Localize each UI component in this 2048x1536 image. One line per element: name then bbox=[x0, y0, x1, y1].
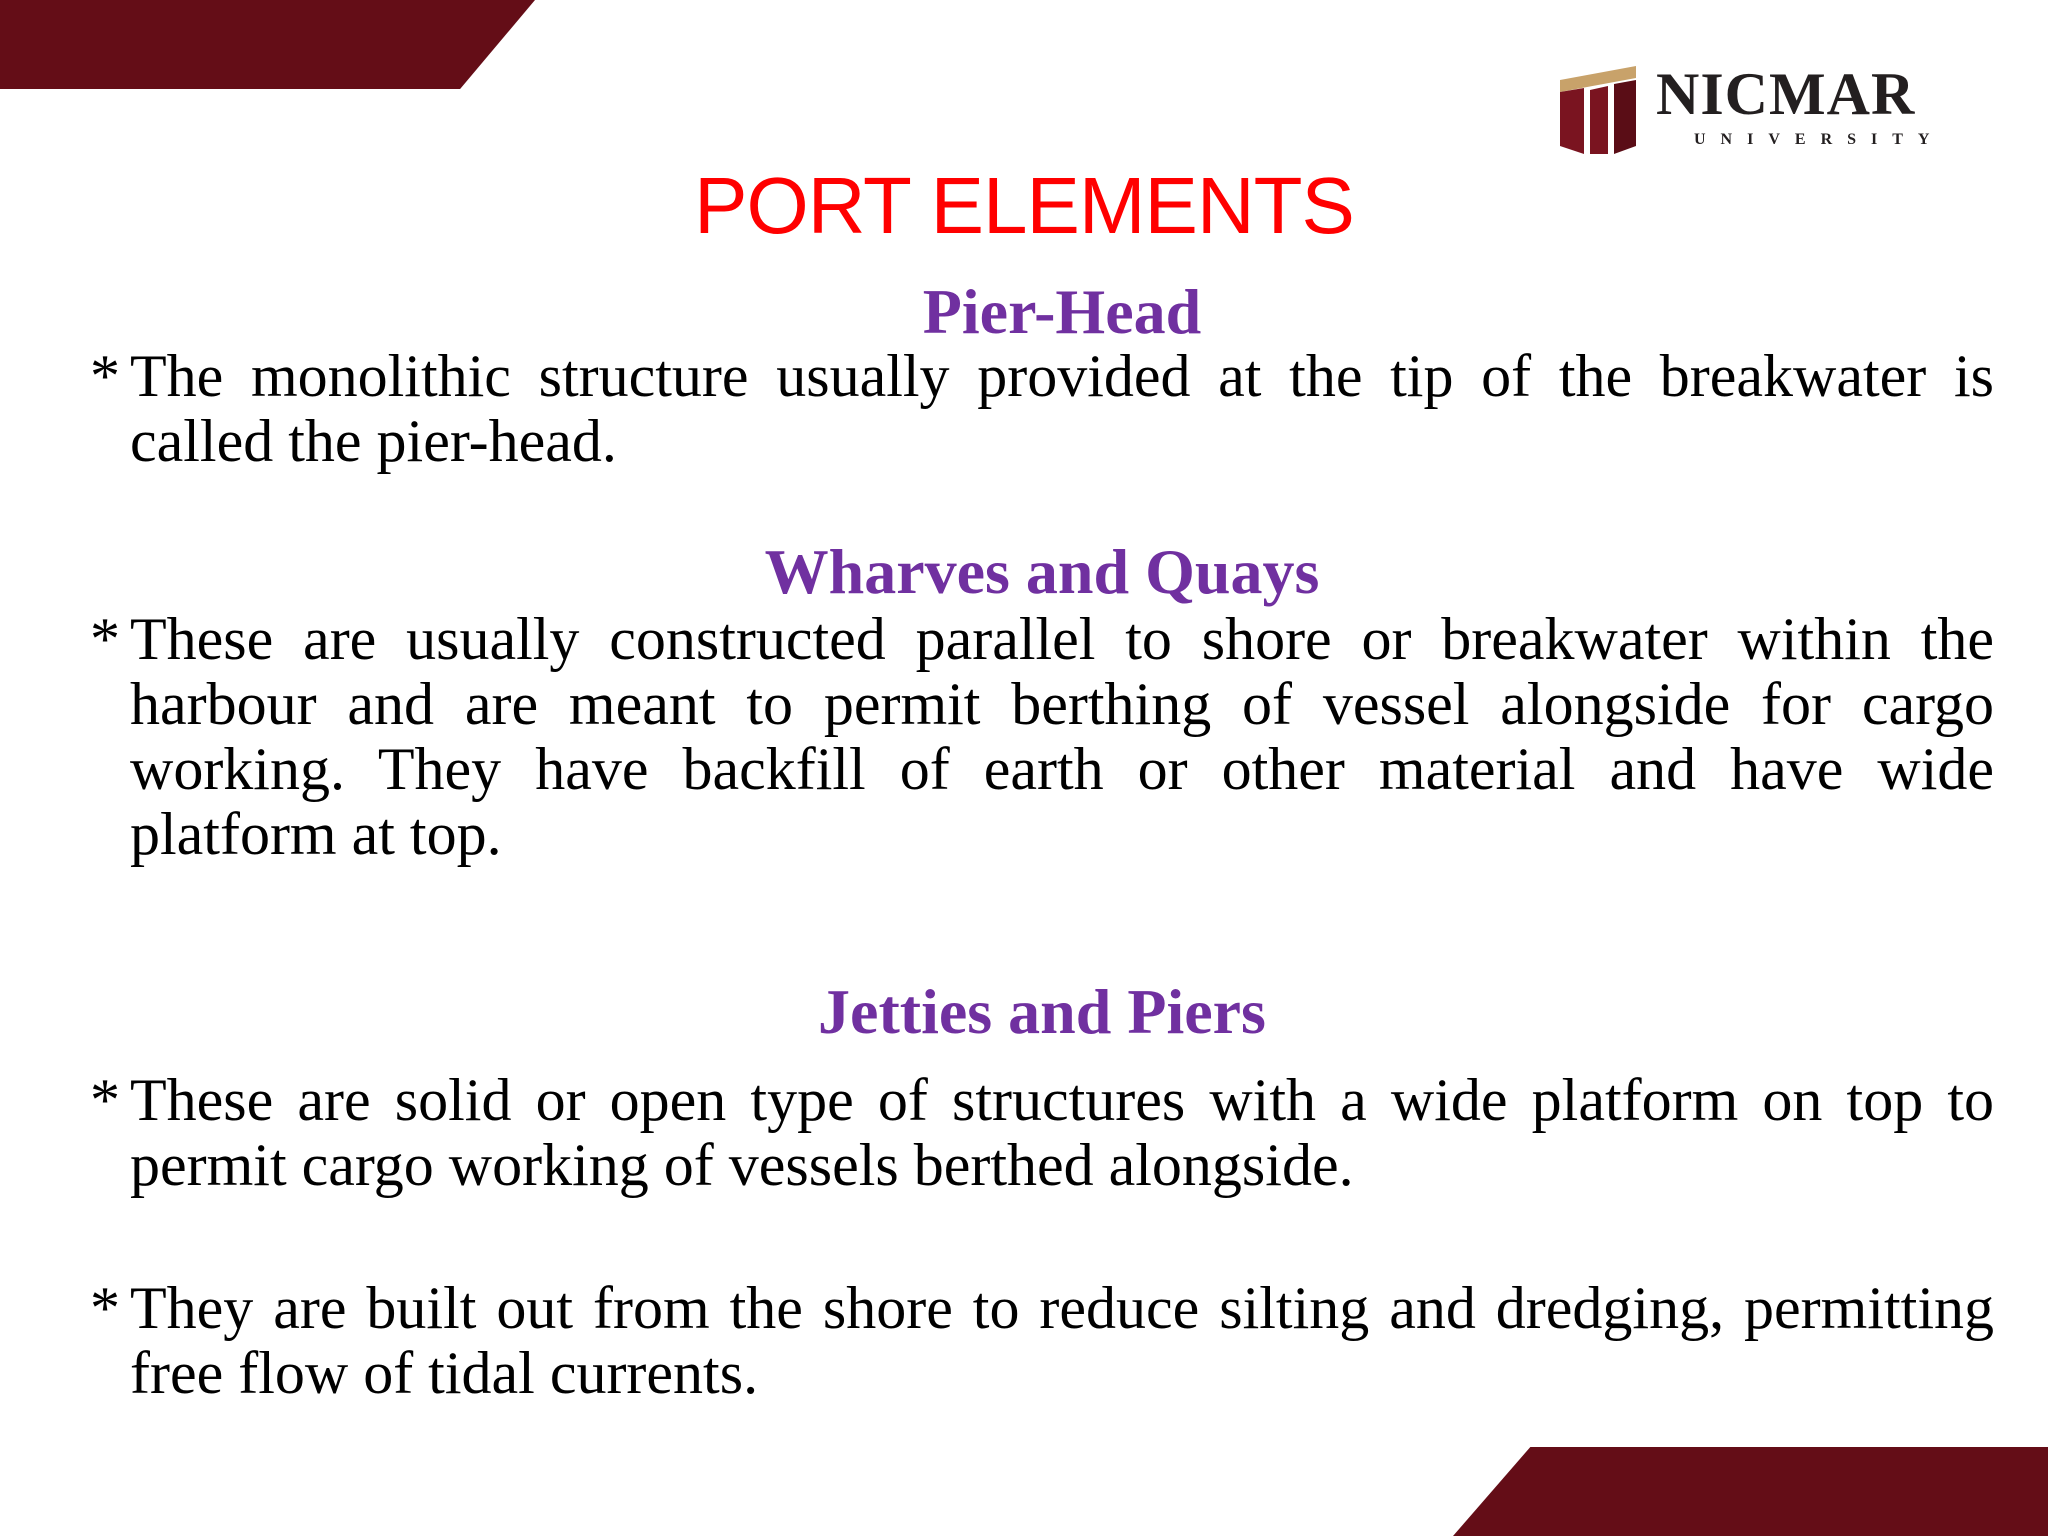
bullet-text: They are built out from the shore to reduce silting and dredging, permitting free flow of tidal currents. bbox=[130, 1275, 1994, 1406]
bottom-right-banner bbox=[1453, 1447, 2048, 1536]
bullet-jetties-structure bbox=[90, 1068, 1994, 1198]
logo-wordmark: NICMAR bbox=[1656, 61, 1916, 127]
heading-pier-head: Pier-Head bbox=[922, 276, 1202, 347]
bullet-jetties-purpose bbox=[90, 1276, 1994, 1406]
bullet-marker: * bbox=[90, 606, 120, 672]
bullet-marker: * bbox=[90, 343, 120, 409]
bullet-marker: * bbox=[90, 1275, 120, 1341]
bullet-text: The monolithic structure usually provided at the tip of the breakwater is called the pier-head. bbox=[130, 343, 1994, 474]
logo-subtitle: UNIVERSITY bbox=[1694, 131, 1945, 148]
bullet-wharves-and-quays bbox=[90, 607, 1994, 867]
nicmar-logo bbox=[1560, 61, 1960, 156]
nicmar-logo-mark-icon bbox=[1560, 66, 1636, 154]
heading-jetties-and-piers: Jetties and Piers bbox=[818, 976, 1266, 1047]
bullet-text: These are solid or open type of structures with a wide platform on top to permit cargo working of vessels berthed alongside. bbox=[130, 1067, 1994, 1198]
heading-wharves-and-quays: Wharves and Quays bbox=[764, 536, 1320, 607]
bullet-pier-head bbox=[90, 344, 1994, 474]
top-left-banner bbox=[0, 0, 535, 89]
bullet-text: These are usually constructed parallel to shore or breakwater within the harbour and are meant to permit berthing of vessel alongside for cargo working. They have backfill of earth or other material and have wide platform at top. bbox=[130, 606, 1994, 867]
bullet-marker: * bbox=[90, 1067, 120, 1133]
page-title: PORT ELEMENTS bbox=[694, 161, 1354, 250]
